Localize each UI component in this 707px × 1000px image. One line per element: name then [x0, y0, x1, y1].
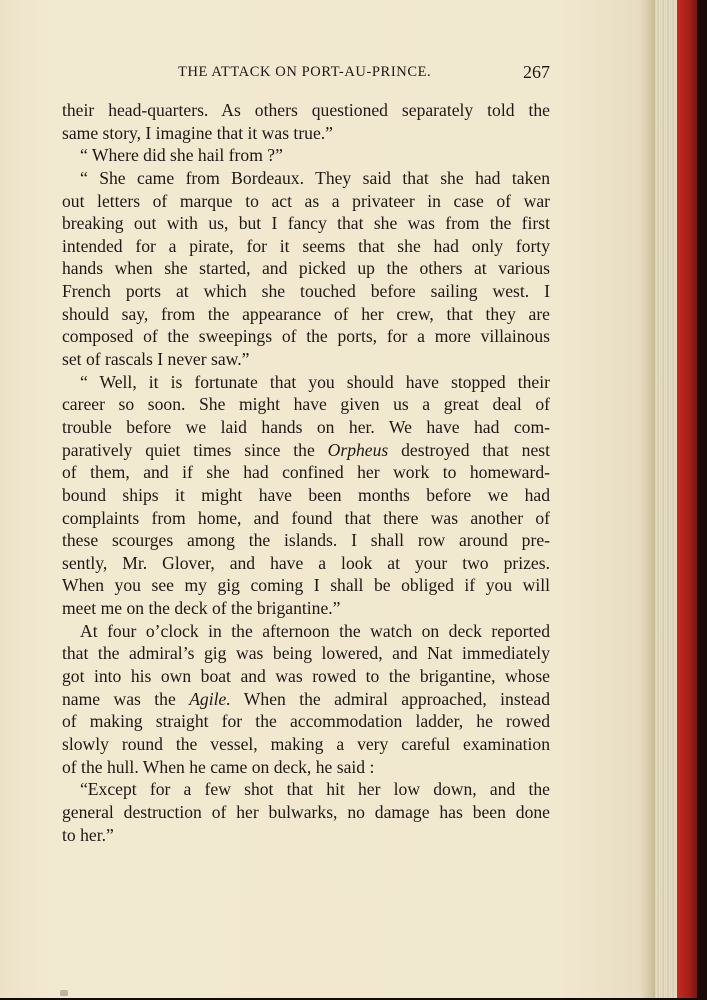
text-line: that the admiral’s gig was being lowered, and Nat immediately [62, 643, 550, 664]
text-line: intended for a pirate, for it seems that she had only forty [62, 235, 550, 256]
text-line: trouble before we laid hands on her. We have had com- [62, 416, 550, 437]
background-edge [697, 0, 707, 1000]
red-cover-edge [677, 0, 697, 998]
text-line: of them, and if she had confined her work to homeward- [62, 462, 550, 483]
text-line: meet me on the deck of the brigantine.” [62, 598, 341, 619]
text-line: of making straight for the accommodation ladder, he rowed [62, 711, 550, 732]
text-line: “ Where did she hail from ?” [80, 145, 283, 166]
italic-ship-name: Orpheus [327, 439, 389, 460]
text-line: got into his own boat and was rowed to the brigantine, whose [62, 666, 550, 687]
text-segment: destroyed that nest [388, 439, 550, 460]
text-line: general destruction of her bulwarks, no damage has been done [62, 801, 550, 822]
text-line: “Except for a few shot that hit her low down, and the [80, 779, 550, 800]
text-line: of the hull. When he came on deck, he said : [62, 756, 375, 777]
text-line: out letters of marque to act as a privateer in case of war [62, 190, 550, 211]
text-line: their head-quarters. As others questioned separately told the [62, 100, 550, 120]
text-line: At four o’clock in the afternoon the watch on deck reported [80, 620, 550, 641]
text-line: breaking out with us, but I fancy that she was from the first [62, 213, 550, 234]
page-number: 267 [523, 62, 550, 82]
text-line [62, 688, 550, 711]
text-line: sently, Mr. Glover, and have a look at your two prizes. [62, 552, 550, 573]
text-line: complaints from home, and found that there was another of [62, 507, 550, 528]
page-edges [655, 0, 677, 998]
text-segment: When the admiral approached, instead [230, 688, 550, 709]
page-gutter-shadow [640, 0, 656, 998]
running-title: THE ATTACK ON PORT-AU-PRINCE. [178, 64, 432, 80]
text-line: these scourges among the islands. I shall row around pre- [62, 530, 550, 551]
text-line: “ She came from Bordeaux. They said that she had taken [80, 167, 550, 188]
text-line: to her.” [62, 824, 114, 845]
text-line: composed of the sweepings of the ports, for a more villainous [62, 326, 550, 347]
text-line: “ Well, it is fortunate that you should have stopped their [80, 371, 550, 392]
text-line: bound ships it might have been months before we had [62, 484, 550, 505]
text-segment: paratively quiet times since the [62, 439, 328, 460]
body-text [62, 99, 550, 846]
running-head [62, 62, 550, 84]
text-line: same story, I imagine that it was true.” [62, 122, 333, 143]
text-line: hands when she started, and picked up the others at various [62, 258, 550, 279]
text-line [62, 439, 550, 462]
italic-ship-name: Agile. [189, 688, 231, 709]
text-line: career so soon. She might have given us a great deal of [62, 394, 550, 415]
ink-smudge [60, 990, 68, 996]
text-line: slowly round the vessel, making a very careful examination [62, 733, 550, 754]
text-line: French ports at which she touched before sailing west. I [62, 281, 550, 302]
text-line: When you see my gig coming I shall be obliged if you will [62, 575, 550, 596]
text-line: should say, from the appearance of her crew, that they are [62, 303, 550, 324]
text-segment: name was the [62, 688, 190, 709]
text-line: set of rascals I never saw.” [62, 349, 250, 370]
